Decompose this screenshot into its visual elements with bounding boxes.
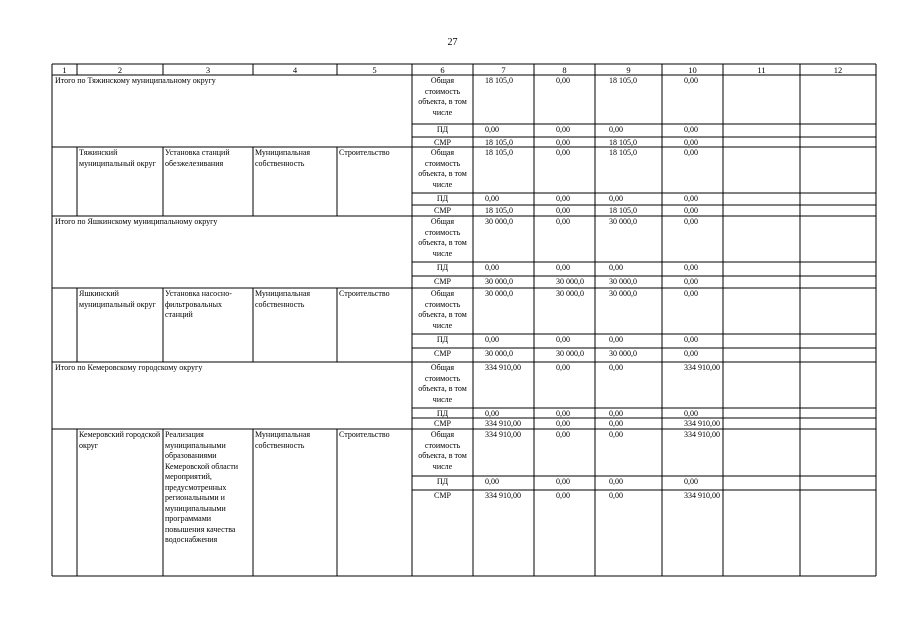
municipality-name: Тяжинский муниципальный округ — [79, 148, 156, 168]
value-col-7: 18 105,0 — [485, 76, 513, 85]
value-col-10: 0,00 — [684, 217, 698, 226]
column-number-header: 1 — [62, 64, 67, 75]
column-number-header: 2 — [117, 64, 123, 75]
value-col-8: 0,00 — [556, 194, 570, 203]
value-col-7: 0,00 — [485, 125, 499, 134]
value-col-9: 18 105,0 — [609, 76, 637, 85]
value-col-9: 0,00 — [609, 363, 623, 372]
value-col-9: 0,00 — [609, 491, 623, 500]
smr-label: СМР — [434, 277, 451, 286]
value-col-10: 0,00 — [684, 148, 698, 157]
pd-label: ПД — [436, 409, 449, 418]
ownership-type: Муниципальная собственность — [255, 430, 311, 450]
value-col-7: 334 910,00 — [485, 491, 521, 500]
total-cost-label: Общая стоимость объекта, в том числе — [418, 76, 467, 117]
value-col-10: 0,00 — [684, 194, 698, 203]
value-col-7: 0,00 — [485, 263, 499, 272]
value-col-8: 0,00 — [556, 125, 570, 134]
page-number: 27 — [447, 37, 458, 48]
smr-label: СМР — [434, 206, 451, 215]
value-col-9: 18 105,0 — [609, 148, 637, 157]
column-number-header: 8 — [562, 64, 567, 75]
value-col-9: 30 000,0 — [609, 217, 637, 226]
value-col-9: 0,00 — [609, 419, 623, 428]
value-col-7: 334 910,00 — [485, 363, 521, 372]
pd-label: ПД — [436, 477, 449, 486]
pd-label: ПД — [436, 263, 449, 272]
value-col-7: 334 910,00 — [485, 430, 521, 439]
value-col-8: 0,00 — [556, 148, 570, 157]
column-number-header: 12 — [833, 64, 843, 75]
value-col-8: 30 000,0 — [556, 349, 584, 358]
value-col-8: 30 000,0 — [556, 289, 584, 298]
value-col-7: 30 000,0 — [485, 277, 513, 286]
project-description: Реализация муниципальными образованиями Кемеровской области мероприятий, предусмотренных региональными и муниципальными программами повышения качества водоснабжения — [165, 430, 238, 544]
pd-label: ПД — [436, 125, 449, 134]
group-total-title: Итого по Тяжинскому муниципальному округу — [55, 76, 216, 85]
value-col-10: 0,00 — [684, 289, 698, 298]
value-col-7: 30 000,0 — [485, 217, 513, 226]
total-cost-label: Общая стоимость объекта, в том числе — [418, 217, 467, 258]
value-col-8: 0,00 — [556, 206, 570, 215]
value-col-9: 0,00 — [609, 477, 623, 486]
value-col-7: 18 105,0 — [485, 148, 513, 157]
value-col-10: 334 910,00 — [684, 419, 720, 428]
ownership-type: Муниципальная собственность — [255, 148, 311, 168]
value-col-8: 0,00 — [556, 217, 570, 226]
value-col-7: 0,00 — [485, 194, 499, 203]
value-col-8: 0,00 — [556, 409, 570, 418]
smr-label: СМР — [434, 419, 451, 428]
value-col-7: 334 910,00 — [485, 419, 521, 428]
smr-label: СМР — [434, 491, 451, 500]
value-col-8: 0,00 — [556, 263, 570, 272]
municipality-name: Кемеровский городской округ — [79, 430, 161, 450]
value-col-8: 0,00 — [556, 76, 570, 85]
total-cost-label: Общая стоимость объекта, в том числе — [418, 363, 467, 404]
value-col-7: 18 105,0 — [485, 206, 513, 215]
pd-label: ПД — [436, 194, 449, 203]
column-number-header: 6 — [440, 64, 445, 75]
value-col-7: 0,00 — [485, 477, 499, 486]
smr-label: СМР — [434, 138, 451, 147]
value-col-10: 0,00 — [684, 76, 698, 85]
group-total-title: Итого по Кемеровскому городскому округу — [55, 363, 203, 372]
value-col-10: 334 910,00 — [684, 491, 720, 500]
value-col-9: 0,00 — [609, 194, 623, 203]
value-col-9: 0,00 — [609, 430, 623, 439]
value-col-8: 0,00 — [556, 363, 570, 372]
value-col-7: 30 000,0 — [485, 289, 513, 298]
value-col-10: 0,00 — [684, 277, 698, 286]
work-type: Строительство — [339, 289, 390, 298]
column-number-header: 7 — [501, 64, 506, 75]
value-col-8: 0,00 — [556, 335, 570, 344]
column-number-header: 11 — [757, 64, 766, 75]
value-col-9: 30 000,0 — [609, 349, 637, 358]
value-col-10: 0,00 — [684, 477, 698, 486]
value-col-8: 30 000,0 — [556, 277, 584, 286]
value-col-9: 30 000,0 — [609, 277, 637, 286]
value-col-10: 0,00 — [684, 138, 698, 147]
value-col-9: 0,00 — [609, 335, 623, 344]
column-number-header: 10 — [688, 64, 697, 75]
value-col-10: 334 910,00 — [684, 430, 720, 439]
value-col-9: 0,00 — [609, 263, 623, 272]
value-col-10: 0,00 — [684, 335, 698, 344]
value-col-7: 18 105,0 — [485, 138, 513, 147]
column-number-header: 4 — [292, 64, 298, 75]
value-col-10: 0,00 — [684, 125, 698, 134]
column-number-header: 3 — [205, 64, 211, 75]
work-type: Строительство — [339, 430, 390, 439]
project-description: Установка станций обезжелезивания — [165, 148, 230, 168]
value-col-8: 0,00 — [556, 138, 570, 147]
value-col-9: 0,00 — [609, 409, 623, 418]
value-col-9: 30 000,0 — [609, 289, 637, 298]
column-number-header: 9 — [626, 64, 631, 75]
smr-label: СМР — [434, 349, 451, 358]
value-col-7: 0,00 — [485, 409, 499, 418]
total-cost-label: Общая стоимость объекта, в том числе — [418, 148, 467, 189]
value-col-7: 30 000,0 — [485, 349, 513, 358]
value-col-10: 0,00 — [684, 263, 698, 272]
value-col-8: 0,00 — [556, 419, 570, 428]
work-type: Строительство — [339, 148, 390, 157]
value-col-9: 18 105,0 — [609, 206, 637, 215]
project-description: Установка насосно-фильтровальных станций — [165, 289, 232, 319]
group-total-title: Итого по Яшкинскому муниципальному округу — [55, 217, 218, 226]
total-cost-label: Общая стоимость объекта, в том числе — [418, 430, 467, 471]
column-number-header: 5 — [372, 64, 377, 75]
value-col-10: 334 910,00 — [684, 363, 720, 372]
value-col-9: 0,00 — [609, 125, 623, 134]
pd-label: ПД — [436, 335, 449, 344]
value-col-7: 0,00 — [485, 335, 499, 344]
value-col-8: 0,00 — [556, 430, 570, 439]
total-cost-label: Общая стоимость объекта, в том числе — [418, 289, 467, 330]
ownership-type: Муниципальная собственность — [255, 289, 311, 309]
value-col-8: 0,00 — [556, 477, 570, 486]
municipality-name: Яшкинский муниципальный округ — [79, 289, 156, 309]
value-col-8: 0,00 — [556, 491, 570, 500]
value-col-9: 18 105,0 — [609, 138, 637, 147]
value-col-10: 0,00 — [684, 409, 698, 418]
value-col-10: 0,00 — [684, 349, 698, 358]
value-col-10: 0,00 — [684, 206, 698, 215]
